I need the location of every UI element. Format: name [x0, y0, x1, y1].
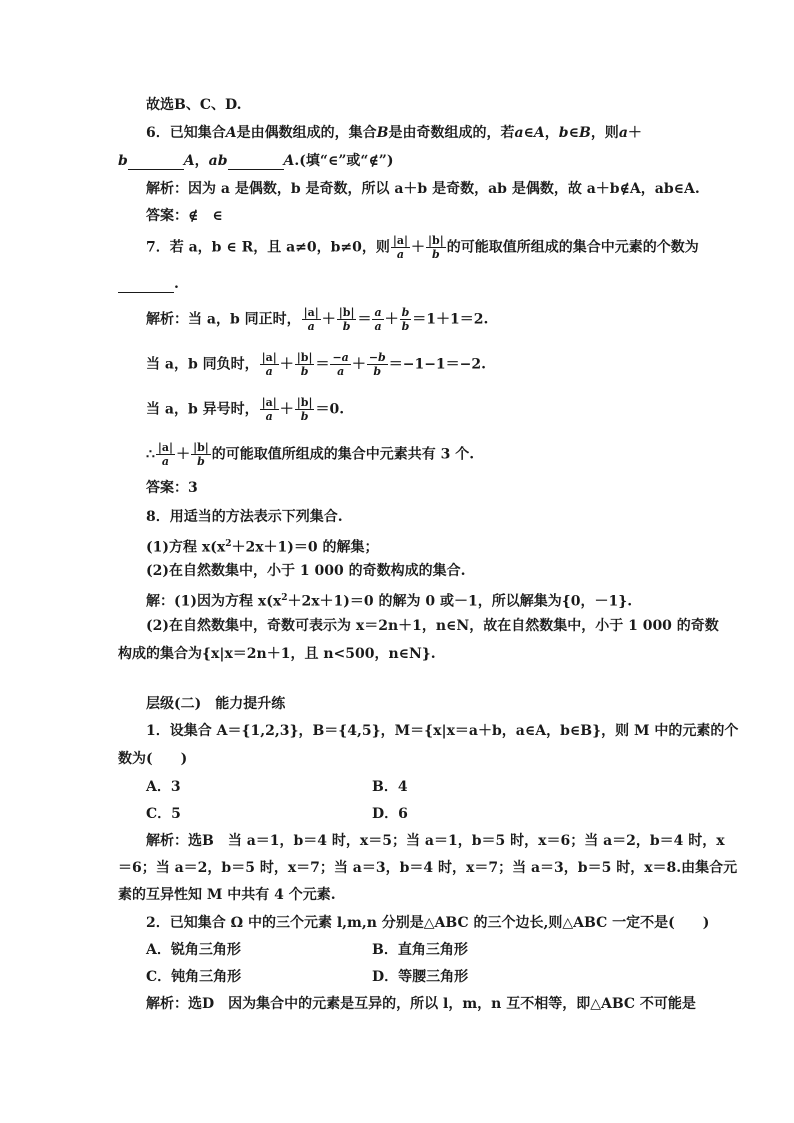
- problem-2: 2．已知集合 Ω 中的三个元素 l,m,n 分别是△ABC 的三个边长,则△ABC 一定不是( ): [146, 915, 710, 931]
- problem-1-solution-1: 解析：选B 当 a＝1，b＝4 时，x＝5；当 a＝1，b＝5 时，x＝6；当 a＝2，b＝4 时，x: [146, 833, 725, 849]
- question-7-solution-2: 当 a，b 同负时， $\frac{|a|}{a}$ ＋ $\frac{|b|}{b}$ ＝ $\frac{-a}{a}$ ＋ $\frac{-b}{b}$ ＝−1−1＝−2.: [146, 351, 487, 378]
- question-6-answer: 答案：∉ ∈: [146, 208, 223, 224]
- problem-1-line-1: 1．设集合 A＝{1,2,3}，B＝{4,5}，M＝{x|x＝a＋b，a∈A，b∈B}，则 M 中的元素的个: [146, 723, 739, 739]
- problem-1-line-2: 数为( ): [118, 751, 188, 767]
- question-6-line-2: b A，ab A.(填“∈”或“∉”): [118, 153, 394, 169]
- option-a: A．3: [146, 779, 181, 795]
- question-8-part-1: (1)方程 $x(x^2+2x+1)=0$ 的解集；: [146, 539, 379, 556]
- question-6-solution: 解析：因为 a 是偶数，b 是奇数，所以 a＋b 是奇数，ab 是偶数，故 a＋b∉A，ab∈A.: [146, 181, 700, 197]
- answer-blank: [228, 155, 284, 170]
- question-8-part-2: (2)在自然数集中，小于 1 000 的奇数构成的集合.: [146, 563, 466, 579]
- question-6-line-1: 6．已知集合A是由偶数组成的，集合B是由奇数组成的，若a∈A，b∈B，则a＋: [146, 125, 642, 141]
- problem-1-solution-2: ＝6；当 a＝2，b＝5 时，x＝7；当 a＝3，b＝4 时，x＝7；当 a＝3，b＝5 时，x＝8.由集合元: [118, 860, 738, 876]
- question-8-solution-2a: (2)在自然数集中，奇数可表示为 x＝2n＋1，n∈N，故在自然数集中，小于 1 000 的奇数: [146, 618, 719, 634]
- question-7-solution-3: 当 a，b 异号时， $\frac{|a|}{a}$ ＋ $\frac{|b|}{b}$ ＝0.: [146, 396, 345, 423]
- section-heading: 层级(二) 能力提升练: [146, 696, 286, 712]
- answer-blank: [128, 155, 184, 170]
- question-8: 8．用适当的方法表示下列集合.: [146, 509, 343, 525]
- question-7-line-1: 7．若 a，b ∈ R，且 a≠0，b≠0，则 $\frac{|a|}{a}$ ＋ $\frac{|b|}{b}$ 的可能取值所组成的集合中元素的个数为: [146, 234, 699, 261]
- option-a: A．锐角三角形: [146, 942, 241, 958]
- option-c: C．5: [146, 806, 181, 822]
- text-line: 故选B、C、D.: [146, 97, 242, 113]
- question-8-solution-2b: 构成的集合为{x|x＝2n＋1，且 n<500，n∈N}.: [118, 646, 436, 662]
- problem-1-solution-3: 素的互异性知 M 中共有 4 个元素.: [118, 887, 336, 903]
- question-7-answer: 答案：3: [146, 480, 198, 496]
- question-7-solution-4: ∴ $\frac{|a|}{a}$ ＋ $\frac{|b|}{b}$ 的可能取值所组成的集合中元素共有 3 个.: [146, 441, 475, 468]
- option-b: B．4: [372, 779, 408, 795]
- option-b: B．直角三角形: [372, 942, 468, 958]
- problem-2-solution-1: 解析：选D 因为集合中的元素是互异的，所以 l，m，n 互不相等，即△ABC 不可能是: [146, 996, 696, 1012]
- question-7-solution-1: 解析：当 a，b 同正时， $\frac{|a|}{a}$ ＋ $\frac{|b|}{b}$ ＝ $\frac{a}{a}$ ＋ $\frac{b}{b}$ ＝1＋1＝2.: [146, 306, 489, 333]
- option-d: D．等腰三角形: [372, 969, 469, 985]
- option-d: D．6: [372, 806, 408, 822]
- answer-blank: [118, 278, 174, 293]
- option-c: C．钝角三角形: [146, 969, 242, 985]
- question-7-line-2: .: [118, 275, 179, 293]
- question-8-solution-1: 解：(1)因为方程 $x(x^2+2x+1)=0$ 的解为 0 或－1，所以解集为{0，－1}.: [146, 593, 633, 610]
